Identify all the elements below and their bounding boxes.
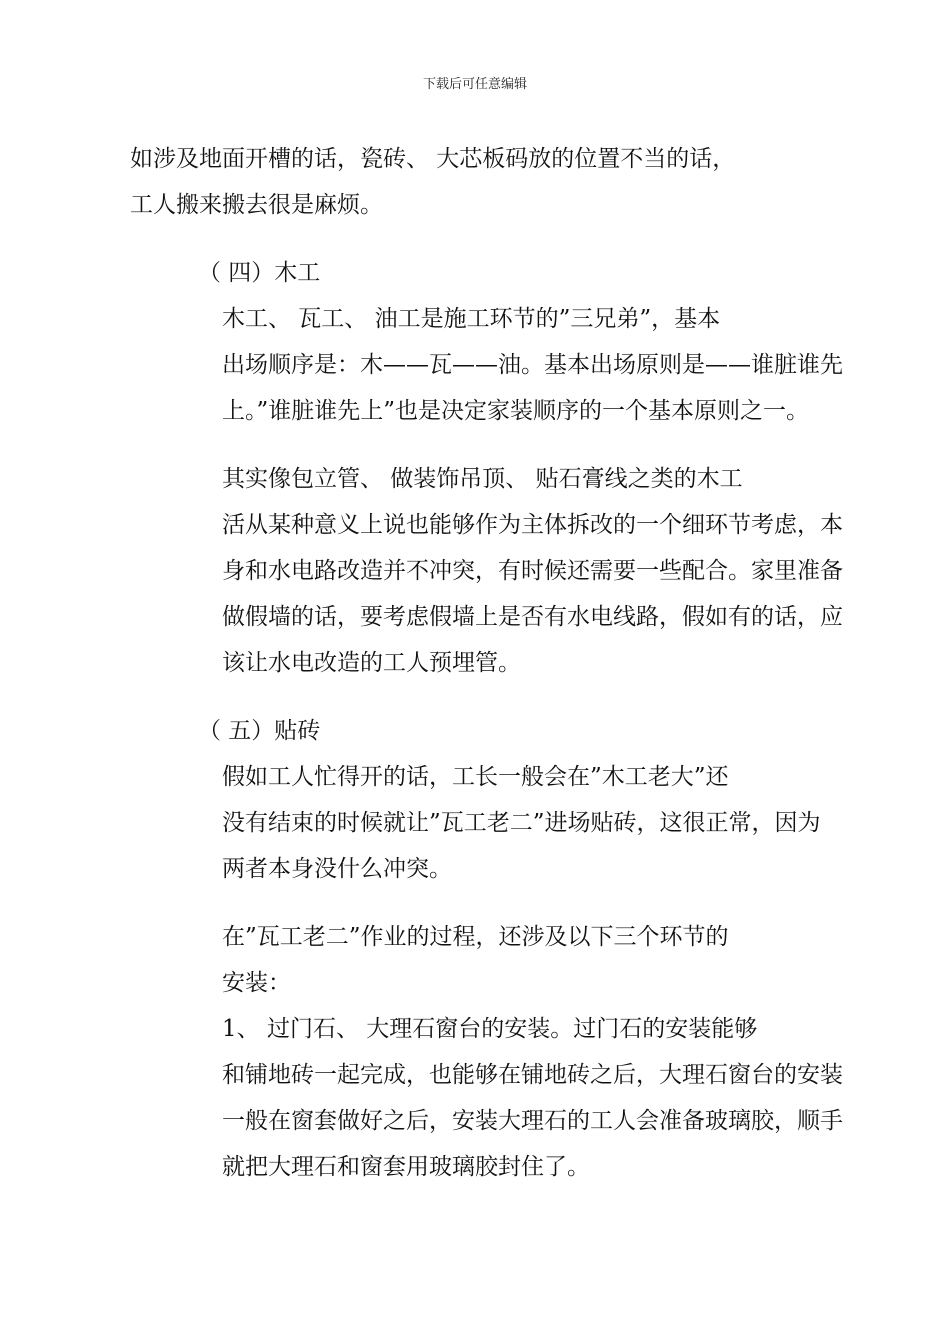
text-line: 木工、 瓦工、 油工是施工环节的”三兄弟”，基本	[222, 306, 721, 332]
text-line: 没有结束的时候就让”瓦工老二”进场贴砖，这很正常，因为	[222, 810, 821, 836]
text-line: 就把大理石和窗套用玻璃胶封住了。	[222, 1154, 590, 1180]
paragraph-marble-installation	[130, 1006, 842, 1190]
page-header-note: 下载后可任意编辑	[422, 77, 527, 92]
text-line: 如涉及地面开槽的话，瓷砖、 大芯板码放的位置不当的话，	[130, 146, 736, 172]
paragraph-woodwork-details	[130, 456, 842, 686]
text-line: 出场顺序是：木——瓦——油。基本出场原则是——谁脏谁先	[222, 352, 843, 378]
text-line: 活从某种意义上说也能够作为主体拆改的一个细环节考虑，本	[222, 512, 843, 538]
text-line: 在”瓦工老二”作业的过程，还涉及以下三个环节的	[222, 924, 729, 950]
text-line: 工人搬来搬去很是麻烦。	[130, 192, 383, 218]
text-line: 两者本身没什么冲突。	[222, 856, 452, 882]
text-line: 一般在窗套做好之后，安装大理石的工人会准备玻璃胶，顺手	[222, 1108, 843, 1134]
paragraph-tiling-stages	[130, 914, 842, 1006]
text-line: 上。”谁脏谁先上”也是决定家装顺序的一个基本原则之一。	[222, 398, 810, 424]
text-line: 其实像包立管、 做装饰吊顶、 贴石膏线之类的木工	[222, 466, 743, 492]
text-line: 做假墙的话，要考虑假墙上是否有水电线路，假如有的话，应	[222, 604, 843, 630]
text-line: 假如工人忙得开的话，工长一般会在”木工老大”还	[222, 764, 729, 790]
paragraph-continued	[130, 136, 842, 228]
paragraph-tiling-timing	[130, 754, 842, 892]
document-body	[130, 136, 842, 1190]
paragraph-woodwork-order	[130, 296, 842, 434]
text-line: 身和水电路改造并不冲突，有时候还需要一些配合。家里准备	[222, 558, 843, 584]
text-line: 1、 过门石、 大理石窗台的安装。过门石的安装能够	[222, 1016, 758, 1042]
text-line: 该让水电改造的工人预埋管。	[222, 650, 521, 676]
section-heading-tiling: （ 五）贴砖	[198, 718, 321, 744]
text-line: 安装：	[222, 970, 291, 996]
section-heading-woodwork: （ 四）木工	[198, 260, 321, 286]
text-line: 和铺地砖一起完成，也能够在铺地砖之后，大理石窗台的安装	[222, 1062, 843, 1088]
